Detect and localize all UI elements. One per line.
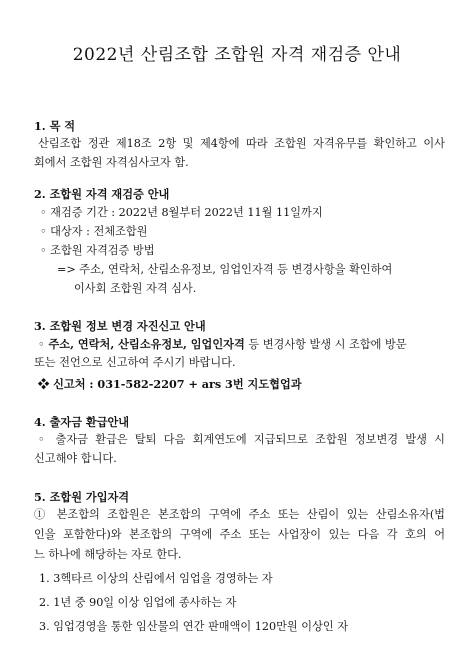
section-5-heading: 5. 조합원 가입자격 (34, 490, 130, 504)
section-1-heading: 1. 목 적 (34, 119, 76, 133)
section-2-item-target: ◦ 대상자 : 전체조합원 (40, 225, 148, 238)
section-2-item-method: ◦ 조합원 자격검증 방법 (40, 244, 155, 257)
section-5-list-item: 1. 3헥타르 이상의 산림에서 임업을 경영하는 자 (39, 572, 273, 585)
section-2-item-period: ◦ 재검증 기간 : 2022년 8월부터 2022년 11월 11일까지 (40, 206, 323, 219)
section-5-list-item: 3. 임업경영을 통한 임산물의 연간 판매액이 120만원 이상인 자 (39, 620, 349, 633)
section-3-line-1-bold: ◦ 주소, 연락처, 산림소유정보, 임업인자격 (38, 337, 245, 351)
section-2-method-detail-1: => 주소, 연락처, 산림소유정보, 임업인자격 등 변경사항을 확인하여 (57, 263, 393, 276)
section-1-body-line-2: 회에서 조합원 자격심사코자 함. (34, 156, 189, 169)
section-3-line-2: 또는 전언으로 신고하여 주시기 바랍니다. (34, 356, 236, 369)
document-title: 2022년 산림조합 조합원 자격 재검증 안내 (72, 45, 402, 65)
section-3-contact: ❖ 신고처 : 031-582-2207 + ars 3번 지도협업과 (38, 377, 302, 391)
section-5-para-line-1: ① 본조합의 조합원은 본조합의 구역에 주소 또는 산림이 있는 산림소유자(법 (34, 508, 445, 521)
section-2-method-detail-2: 이사회 조합원 자격 심사. (74, 282, 197, 295)
section-4-heading: 4. 출자금 환급안내 (34, 415, 130, 429)
section-3-heading: 3. 조합원 정보 변경 자진신고 안내 (34, 319, 206, 333)
section-2-heading: 2. 조합원 자격 재검증 안내 (34, 187, 170, 201)
section-5-list-item: 2. 1년 중 90일 이상 임업에 종사하는 자 (39, 596, 237, 609)
section-5-para-line-2: 인을 포함한다)와 본조합의 구역에 주소 또는 사업장이 있는 다음 각 호의 어 (34, 528, 445, 541)
section-1-body-line-1: 산림조합 정관 제18조 2항 및 제4항에 따라 조합원 자격유무를 확인하고 이사 (38, 137, 445, 150)
section-4-line-1: ◦ 출자금 환급은 탈퇴 다음 회계연도에 지급되므로 조합원 정보변경 발생 시 (38, 433, 445, 446)
section-3-line-1 (38, 337, 407, 352)
section-5-para-line-3: 느 하나에 해당하는 자로 한다. (34, 548, 182, 561)
section-3-line-1-rest: 등 변경사항 발생 시 조합에 방문 (244, 338, 407, 351)
section-4-line-2: 신고해야 합니다. (34, 452, 117, 465)
